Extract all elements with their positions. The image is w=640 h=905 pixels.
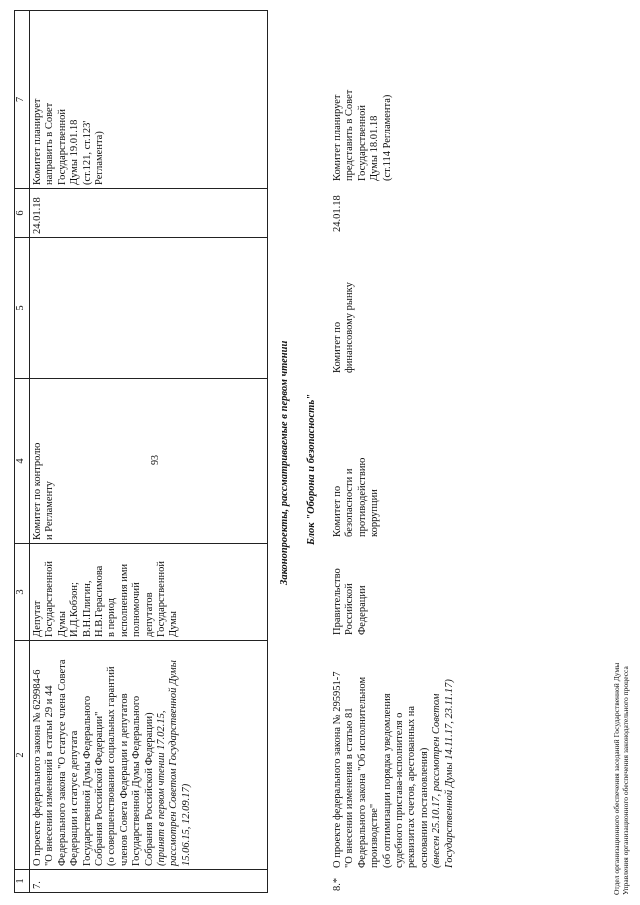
bill-author: Правительство Российской Федерации <box>332 568 368 635</box>
notes-cell: Комитет планирует представить в Совет Государственной Думы 18.01.18 (ст.114 Регламента) <box>332 89 393 181</box>
page-number: 93 <box>150 455 161 465</box>
block-title: Блок "Оборона и безопасность" <box>306 394 317 545</box>
co-committee <box>30 238 268 379</box>
header-col-3: 3 <box>15 544 30 641</box>
bill-author: Депутат Государственной Думы И.Д.Кобзон; В.Н.Плигин, Н.В.Герасимова в период исполнения ими полномочий депутатов Государственной Думы <box>30 544 268 641</box>
co-committee: Комитет по финансовому рынку <box>332 282 356 373</box>
header-col-1: 1 <box>15 870 30 893</box>
header-col-5: 5 <box>15 238 30 379</box>
bill-title: О проекте федерального закона № 629984-6 "О внесении изменений в статьи 29 и 44 Федерального закона "О статусе члена Совета Федерации и статусе депутата Государственной Думы Федерального Собрания Российской Федерации" (о совершенствовании социальных гарантий членов Совета Федерации и депутатов Государственной Думы Федерального Собрания Российской Федерации) (принят в первом чтении 17.02.15, рассмотрен Советом Государственной Думы 15.06.15, 12.09.17) <box>30 641 268 870</box>
header-row <box>15 11 30 893</box>
notes-cell: Комитет планирует направить в Совет Государственной Думы 19.01.18 (ст.121, ст.123' Регламента) <box>30 11 268 189</box>
bill-title: О проекте федерального закона № 295951-7 "О внесении изменения в статью 81 Федерального закона "Об исполнительном производстве" (об оптимизации порядка уведомления судебного пристава-исполнителя о реквизитах счетов, арестованных на основании постановления) (внесен 25.10.17, рассмотрен Советом Государственной Думы 14.11.17, 23.11.17) <box>332 671 455 868</box>
section-title: Законопроекты, рассматриваемые в первом чтении <box>279 340 290 585</box>
row-number: 8.* <box>332 877 343 891</box>
row-number: 7. <box>30 870 268 893</box>
footer: Отдел организационного обеспечения заседаний Государственной Думы Управления организационного обеспечения законодательного процесса <box>612 662 630 895</box>
header-col-7: 7 <box>15 11 30 189</box>
responsible-committee: Комитет по контролю и Регламенту <box>30 379 268 544</box>
date-cell: 24.01.18 <box>332 195 343 232</box>
date-cell: 24.01.18 <box>30 189 268 238</box>
table-row <box>30 11 268 893</box>
header-col-2: 2 <box>15 641 30 870</box>
agenda-table <box>14 10 268 893</box>
responsible-committee: Комитет по безопасности и противодействию коррупции <box>332 457 381 537</box>
header-col-4: 4 <box>15 379 30 544</box>
header-col-6: 6 <box>15 189 30 238</box>
